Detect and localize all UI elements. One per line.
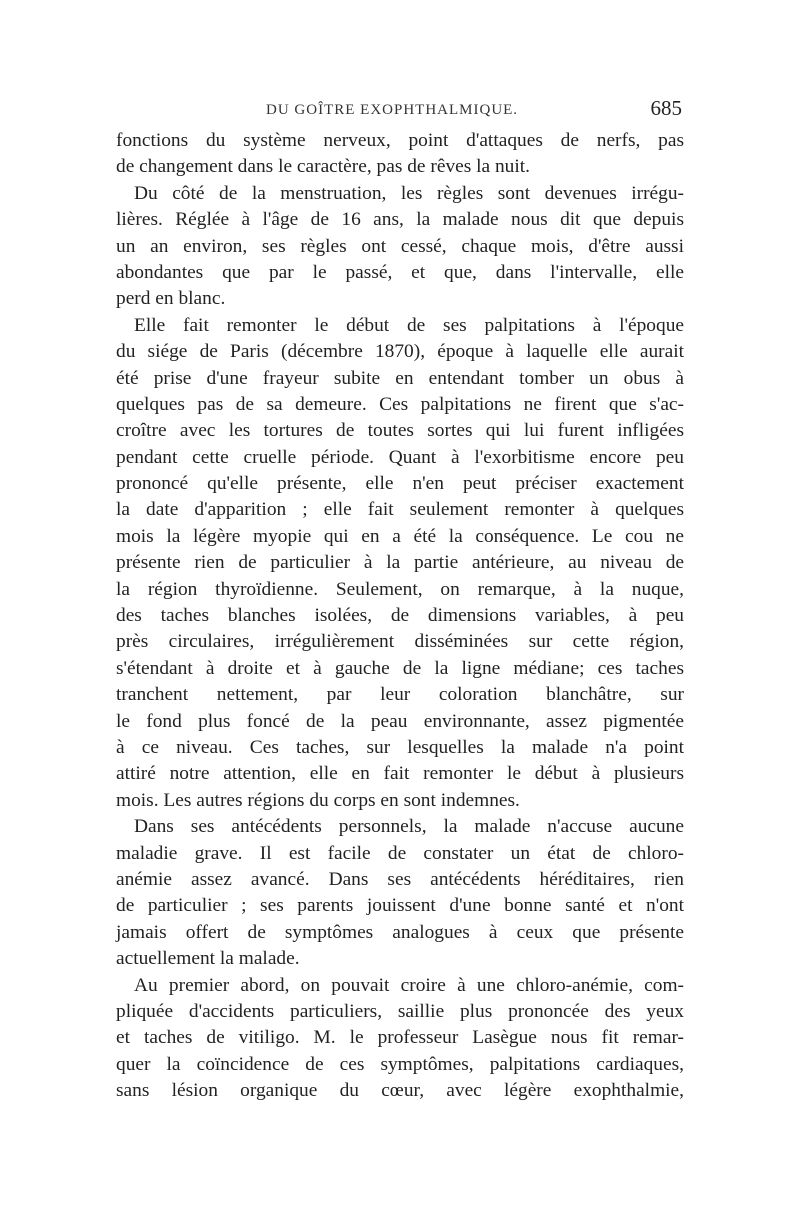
text-line: le fond plus foncé de la peau environnante, assez pigmentée — [116, 710, 684, 732]
text-line: pendant cette cruelle période. Quant à l'exorbitisme encore peu — [116, 446, 684, 468]
text-line: maladie grave. Il est facile de constater un état de chloro- — [116, 842, 684, 864]
paragraph-start-line: Elle fait remonter le début de ses palpitations à l'époque — [134, 314, 684, 336]
paragraph-start-line: Au premier abord, on pouvait croire à une chloro-anémie, com- — [134, 974, 684, 996]
text-line: attiré notre attention, elle en fait remonter le début à plusieurs — [116, 763, 684, 785]
text-line: s'étendant à droite et à gauche de la ligne médiane; ces taches — [116, 657, 684, 679]
paragraph-start-line: Dans ses antécédents personnels, la malade n'accuse aucune — [134, 816, 684, 838]
text-line: présente rien de particulier à la partie antérieure, au niveau de — [116, 552, 684, 574]
text-line: perd en blanc. — [116, 288, 226, 310]
text-line: un an environ, ses règles ont cessé, chaque mois, d'être aussi — [116, 235, 684, 257]
text-line: quer la coïncidence de ces symptômes, palpitations cardiaques, — [116, 1053, 684, 1075]
text-line: fonctions du système nerveux, point d'attaques de nerfs, pas — [116, 130, 684, 151]
text-line: jamais offert de symptômes analogues à ceux que présente — [116, 921, 684, 943]
running-head — [116, 96, 684, 126]
text-line: et taches de vitiligo. M. le professeur Lasègue nous fit remar- — [116, 1027, 684, 1049]
text-line: anémie assez avancé. Dans ses antécédents héréditaires, rien — [116, 868, 684, 890]
text-line: du siége de Paris (décembre 1870), époque à laquelle elle aurait — [116, 341, 684, 363]
text-line: de changement dans le caractère, pas de rêves la nuit. — [116, 156, 531, 178]
text-line: la date d'apparition ; elle fait seulement remonter à quelques — [116, 499, 684, 521]
text-line: mois la légère myopie qui en a été la conséquence. Le cou ne — [116, 525, 684, 547]
running-title: DU GOÎTRE EXOPHTHALMIQUE. — [266, 102, 519, 118]
text-line: prononcé qu'elle présente, elle n'en peut préciser exactement — [116, 473, 684, 495]
text-line: sans lésion organique du cœur, avec légère exophthalmie, — [116, 1080, 684, 1102]
text-line: des taches blanches isolées, de dimensions variables, à peu — [116, 605, 684, 627]
text-line: de particulier ; ses parents jouissent d'une bonne santé et n'ont — [116, 895, 684, 917]
text-line: près circulaires, irrégulièrement disséminées sur cette région, — [116, 631, 684, 653]
text-line: abondantes que par le passé, et que, dans l'intervalle, elle — [116, 261, 684, 283]
body-text — [116, 128, 684, 1104]
text-line: quelques pas de sa demeure. Ces palpitations ne firent que s'ac- — [116, 393, 684, 415]
text-line: tranchent nettement, par leur coloration blanchâtre, sur — [116, 684, 684, 706]
text-line: à ce niveau. Ces taches, sur lesquelles la malade n'a point — [116, 736, 684, 758]
text-line: pliquée d'accidents particuliers, saillie plus prononcée des yeux — [116, 1000, 684, 1022]
paragraph-start-line: Du côté de la menstruation, les règles sont devenues irrégu- — [134, 182, 684, 204]
text-line: croître avec les tortures de toutes sortes qui lui furent infligées — [116, 420, 684, 442]
text-line: été prise d'une frayeur subite en entendant tomber un obus à — [116, 367, 684, 389]
book-page — [116, 96, 684, 1104]
page-number: 685 — [650, 96, 682, 120]
text-line: lières. Réglée à l'âge de 16 ans, la malade nous dit que depuis — [116, 209, 684, 231]
text-line: actuellement la malade. — [116, 948, 300, 970]
text-line: la région thyroïdienne. Seulement, on remarque, à la nuque, — [116, 578, 684, 600]
text-line: mois. Les autres régions du corps en sont indemnes. — [116, 789, 520, 811]
